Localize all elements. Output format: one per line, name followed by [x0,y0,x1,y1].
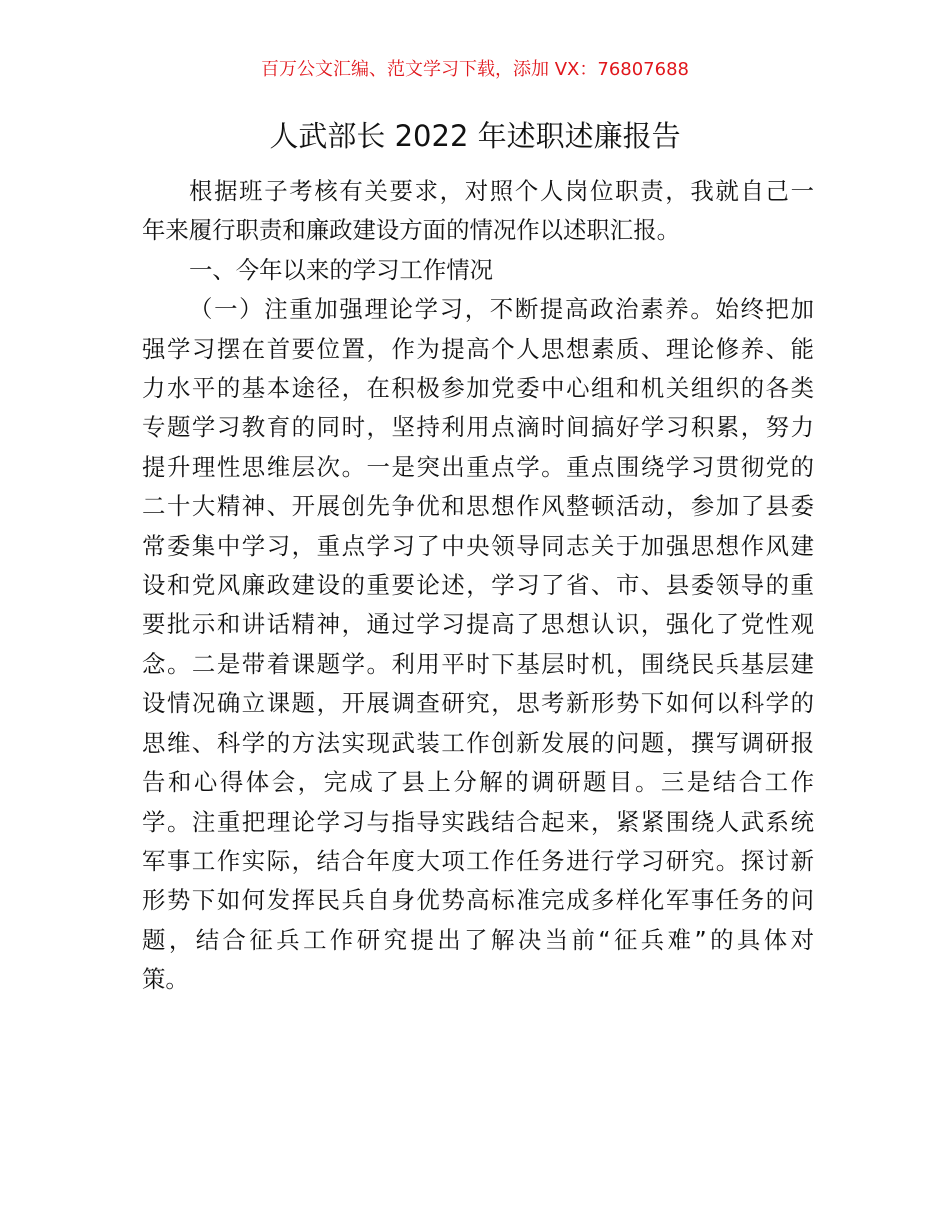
text-line: 提升理性思维层次。一是突出重点学。重点围绕学习贯彻党的 [142,452,814,481]
text-line: （一）注重加强理论学习，不断提高政治素养。始终把加 [189,295,814,324]
text-line: 军事工作实际，结合年度大项工作任务进行学习研究。探讨新 [142,846,814,875]
text-line: 学。注重把理论学习与指导实践结合起来，紧紧围绕人武系统 [142,807,814,836]
text-line: 设情况确立课题，开展调查研究，思考新形势下如何以科学的 [142,689,814,718]
document-title: 人武部长 2022 年述职述廉报告 [269,119,681,153]
text-line: 一、今年以来的学习工作情况 [189,255,494,284]
text-line: 专题学习教育的同时，坚持利用点滴时间搞好学习积累，努力 [142,413,814,442]
text-line: 要批示和讲话精神，通过学习提高了思想认识，强化了党性观 [142,610,814,639]
text-line: 设和党风廉政建设的重要论述，学习了省、市、县委领导的重 [142,571,814,600]
text-line: 思维、科学的方法实现武装工作创新发展的问题，撰写调研报 [142,728,814,757]
text-line: 二十大精神、开展创先争优和思想作风整顿活动，参加了县委 [142,492,814,521]
document-body [142,172,814,1000]
text-line: 题，结合征兵工作研究提出了解决当前“征兵难”的具体对 [142,925,814,954]
text-line: 形势下如何发挥民兵自身优势高标准完成多样化军事任务的问 [142,886,814,915]
text-line: 告和心得体会，完成了县上分解的调研题目。三是结合工作 [142,768,814,797]
text-line: 年来履行职责和廉政建设方面的情况作以述职汇报。 [142,216,680,245]
section-heading [142,251,814,290]
text-line: 力水平的基本途径，在积极参加党委中心组和机关组织的各类 [142,374,814,403]
study-paragraph [142,290,814,999]
text-line: 根据班子考核有关要求，对照个人岗位职责，我就自己一 [189,177,814,205]
intro-paragraph [142,172,814,251]
text-line: 念。二是带着课题学。利用平时下基层时机，围绕民兵基层建 [142,649,814,678]
text-line: 强学习摆在首要位置，作为提高个人思想素质、理论修养、能 [142,334,814,363]
text-line: 常委集中学习，重点学习了中央领导同志关于加强思想作风建 [142,531,814,560]
text-line: 策。 [142,965,189,994]
header-banner: 百万公文汇编、范文学习下载，添加 VX：76807688 [261,59,689,80]
